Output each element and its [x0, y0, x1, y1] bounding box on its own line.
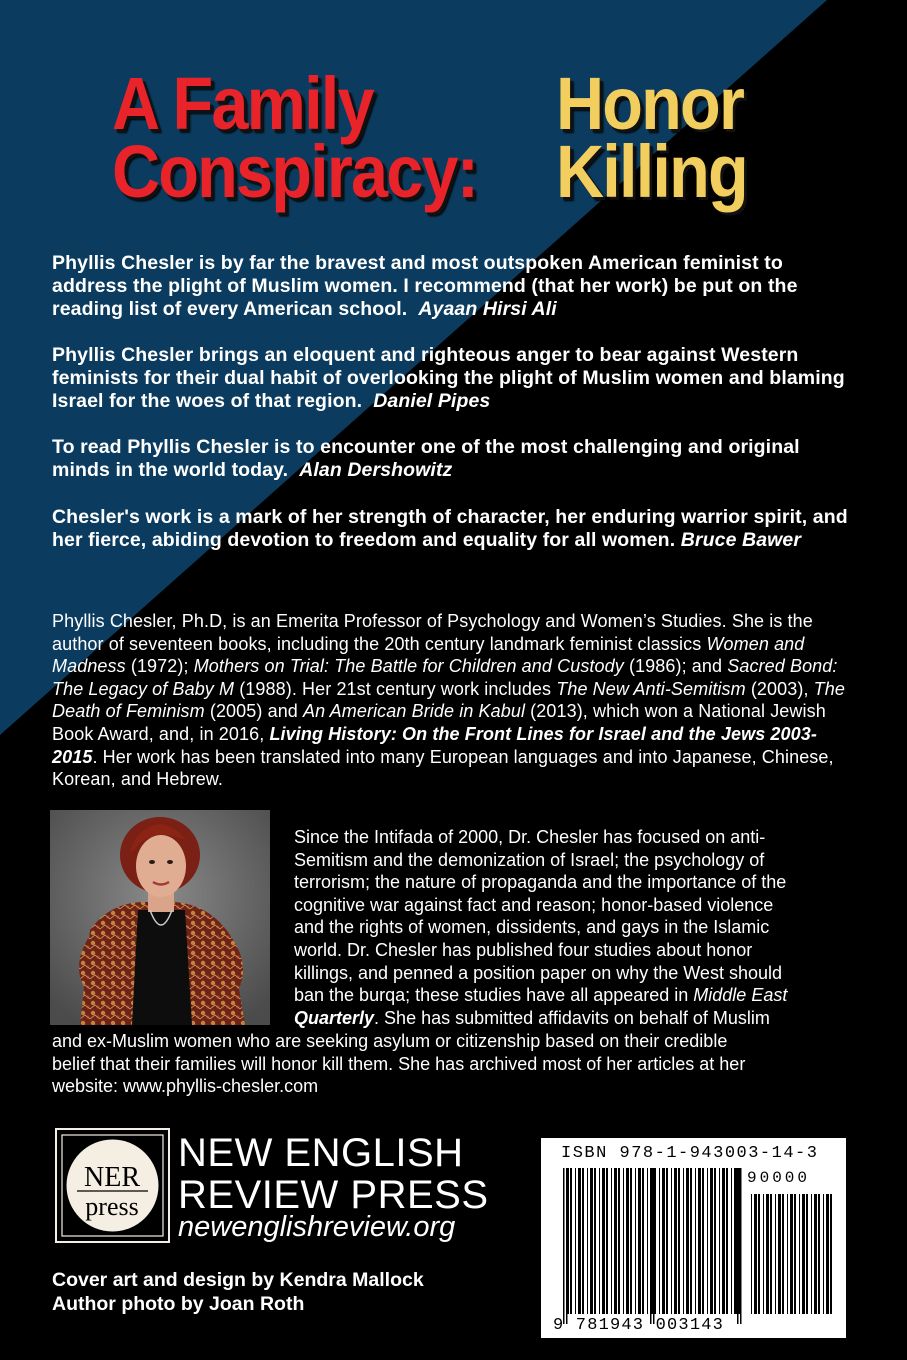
barcode-bar [758, 1194, 760, 1314]
barcode-bar [754, 1194, 757, 1314]
blurb-4 [52, 506, 852, 552]
barcode-guard-bar [650, 1168, 652, 1324]
isbn-label: ISBN 978-1-943003-14-3 [561, 1144, 819, 1163]
barcode-bar [642, 1168, 644, 1314]
book-title: Sacred Bond: The Legacy of Baby M [52, 656, 838, 699]
blurb-author: Bruce Bawer [680, 529, 802, 551]
barcode-bar [714, 1168, 716, 1314]
barcode-bar [695, 1168, 696, 1314]
barcode-bar [766, 1194, 769, 1314]
barcode-guard-bar [563, 1168, 565, 1324]
barcode-bar [683, 1168, 684, 1314]
ner-press-logo [55, 1128, 170, 1243]
barcode-bar [794, 1194, 796, 1314]
credit-author-photo: Author photo by Joan Roth [52, 1293, 305, 1315]
bio-line: and ex-Muslim women who are seeking asylum or citizenship based on their credible [52, 1031, 728, 1051]
barcode-bar [722, 1168, 725, 1314]
title-line-a-family: A Family [112, 62, 373, 145]
barcode-bar [707, 1168, 708, 1314]
blurb-3 [52, 436, 852, 482]
barcode-bar [823, 1194, 824, 1314]
barcode-bar [606, 1168, 608, 1314]
barcode-bar [618, 1168, 620, 1314]
barcode-bars [541, 1138, 846, 1338]
bio-line: Semitism and the demonization of Israel; the psychology of [294, 849, 765, 870]
barcode-bar [671, 1168, 672, 1314]
blurb-text: Phyllis Chesler is by far the bravest and most outspoken American feminist to address the plight of Muslim women. I recommend (that her work) be put on the reading list of every American school. [52, 252, 798, 320]
barcode-guard-bar [737, 1168, 739, 1324]
credit-cover-art: Cover art and design by Kendra Mallock [52, 1269, 424, 1291]
blurb-author: Daniel Pipes [373, 390, 491, 412]
barcode-bar [778, 1194, 781, 1314]
barcode-bar [814, 1194, 817, 1314]
barcode-bar [666, 1168, 668, 1314]
bio-line: and the rights of women, dissidents, and gays in the Islamic [294, 917, 770, 938]
price-code: 90000 [747, 1169, 811, 1187]
barcode-bar [626, 1168, 629, 1314]
barcode-bar [719, 1168, 720, 1314]
book-title: An American Bride in Kabul [303, 701, 526, 722]
bio-text: (2003), [745, 678, 814, 699]
barcode-bar [830, 1194, 832, 1314]
barcode-bar [647, 1168, 648, 1314]
barcode-bar [710, 1168, 713, 1314]
blurb-text: Chesler's work is a mark of her strength of character, her enduring warrior spirit, and her fierce, abiding devotion to freedom and equality for all women. [52, 506, 848, 551]
title-line-conspiracy: Conspiracy: [112, 130, 478, 213]
blurb-text: Phyllis Chesler brings an eloquent and righteous anger to bear against Western feminists for their dual habit of overlooking the plight of Muslim women and blaming Israel for the woes of that region. [52, 344, 845, 412]
bio-line: world. Dr. Chesler has published four studies about honor [294, 939, 753, 960]
barcode-bar [578, 1168, 581, 1314]
barcode-bar [782, 1194, 784, 1314]
bio-text: (2005) and [204, 701, 304, 722]
journal-title: Middle East [693, 985, 788, 1006]
barcode-bar [686, 1168, 689, 1314]
bio-line: killings, and penned a position paper on why the West should [294, 962, 782, 983]
bio-line: terrorism; the nature of propaganda and the importance of the [294, 872, 787, 893]
publisher-url[interactable]: newenglishreview.org [178, 1211, 456, 1243]
bio-line: Since the Intifada of 2000, Dr. Chesler has focused on anti- [294, 827, 766, 847]
barcode-bar [674, 1168, 677, 1314]
book-title: Women and Madness [52, 633, 805, 677]
barcode-bar [602, 1168, 605, 1314]
barcode-bar [698, 1168, 701, 1314]
barcode-bar [826, 1194, 829, 1314]
barcode-bar [611, 1168, 612, 1314]
author-bio [52, 610, 852, 791]
barcode-bar [614, 1168, 617, 1314]
barcode-bar [751, 1194, 752, 1314]
barcode-bar [734, 1168, 737, 1314]
barcode-bar [787, 1194, 788, 1314]
bio-line: . She has submitted affidavits on behalf of Muslim [374, 1007, 770, 1028]
bio-line: belief that their families will honor kill them. She has archived most of her articles at her [52, 1053, 746, 1074]
barcode-bar [587, 1168, 588, 1314]
publisher-name-line1: NEW ENGLISH [178, 1131, 464, 1175]
bio-text: (1972); [125, 656, 194, 677]
barcode-bar [678, 1168, 680, 1314]
barcode-bar [702, 1168, 704, 1314]
isbn-barcode [541, 1138, 846, 1338]
journal-title: Quarterly [294, 1007, 375, 1028]
book-title: Living History: On the Front Lines for Israel and the Jews 2003-2015 [52, 723, 817, 767]
blurb-1 [52, 252, 852, 321]
barcode-bar [582, 1168, 584, 1314]
barcode-bar [690, 1168, 692, 1314]
barcode-bar [799, 1194, 800, 1314]
bio-text: Phyllis Chesler, Ph.D, is an Emerita Professor of Psychology and Women’s Studies. She is the author of seventeen books, including the 20th century landmark feminist classics [52, 611, 813, 654]
barcode-bar [599, 1168, 600, 1314]
bio-text: . Her work has been translated into many European languages and into Japanese, Chinese, Korean, and Hebrew. [52, 746, 834, 790]
barcode-bar [590, 1168, 593, 1314]
book-title: Mothers on Trial: The Battle for Children and Custody [193, 656, 624, 677]
barcode-bar [770, 1194, 772, 1314]
barcode-bar [806, 1194, 808, 1314]
barcode-bar [594, 1168, 596, 1314]
logo-text-ner: NER [84, 1162, 140, 1193]
barcode-bar [790, 1194, 793, 1314]
barcode-bar [802, 1194, 805, 1314]
title-line-killing: Killing [556, 130, 747, 213]
barcode-digits: 9 781943 003143 [553, 1316, 725, 1335]
barcode-bar [726, 1168, 728, 1314]
barcode-guard-bar [566, 1168, 568, 1324]
barcode-bar [623, 1168, 624, 1314]
barcode-bar [630, 1168, 632, 1314]
book-title: The New Anti-Semitism [556, 678, 746, 699]
publisher-name-line2: REVIEW PRESS [178, 1173, 489, 1217]
barcode-guard-bar [653, 1168, 655, 1324]
barcode-bar [638, 1168, 641, 1314]
bio-line: website: www.phyllis-chesler.com [52, 1076, 319, 1097]
blurb-text: To read Phyllis Chesler is to encounter one of the most challenging and original minds in the world today. [52, 436, 800, 481]
barcode-bar [570, 1168, 572, 1314]
barcode-bar [818, 1194, 820, 1314]
blurb-author: Ayaan Hirsi Ali [418, 298, 557, 320]
barcode-bar [659, 1168, 660, 1314]
author-bio-tail [52, 1030, 862, 1098]
barcode-guard-bar [740, 1168, 742, 1324]
bio-text: (1988). Her 21st century work includes [234, 678, 557, 699]
barcode-bar [635, 1168, 636, 1314]
bio-text: (1986); and [623, 656, 728, 677]
barcode-bar [575, 1168, 576, 1314]
barcode-bar [811, 1194, 812, 1314]
bio-line: ban the burqa; these studies have all appeared in [294, 985, 694, 1006]
title-line-honor: Honor [556, 62, 744, 145]
bio-line: cognitive war against fact and reason; honor-based violence [294, 894, 774, 915]
blurb-2 [52, 344, 852, 413]
blurb-author: Alan Dershowitz [299, 459, 453, 481]
book-title: The Death of Feminism [52, 678, 845, 722]
logo-text-press: press [85, 1192, 139, 1221]
barcode-bar [775, 1194, 776, 1314]
author-bio-continued [294, 826, 854, 1029]
author-photo [50, 810, 270, 1025]
barcode-bar [763, 1194, 764, 1314]
barcode-bar [731, 1168, 732, 1314]
bio-text: (2013), which won a National Jewish Book Award, and, in 2016, [52, 701, 826, 744]
barcode-bar [662, 1168, 665, 1314]
